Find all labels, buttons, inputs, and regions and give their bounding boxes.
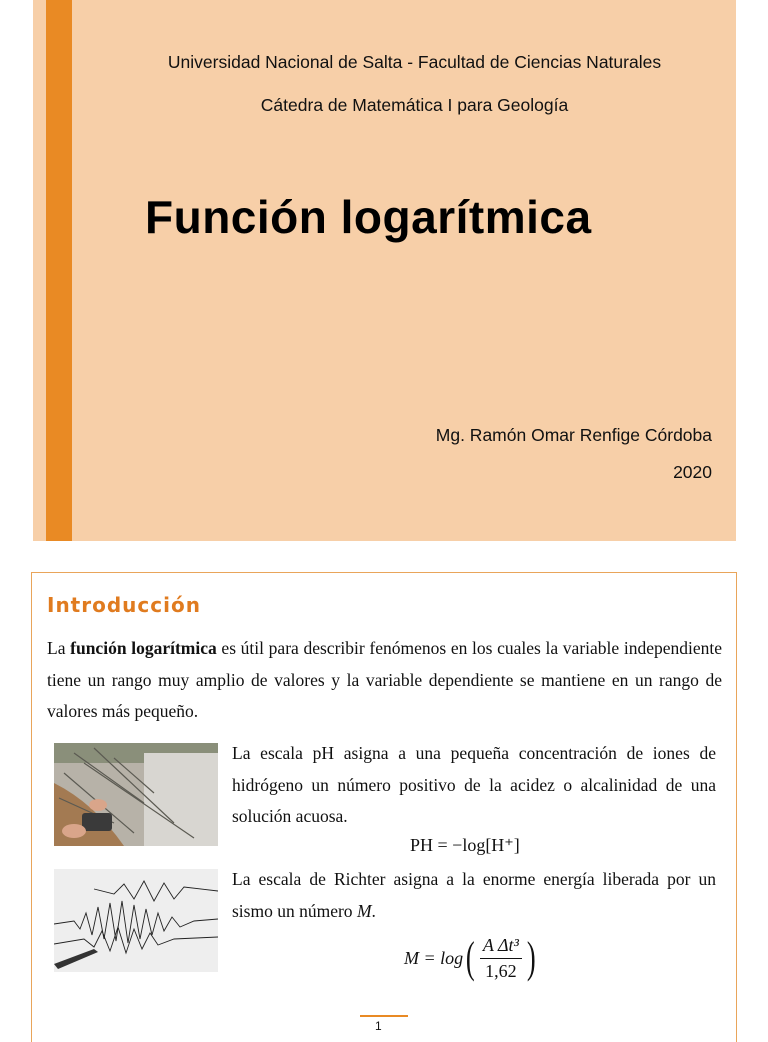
section-heading: Introducción <box>47 593 201 617</box>
ph-measurement-photo <box>54 743 218 846</box>
document-page <box>31 572 737 1042</box>
document-title: Función logarítmica <box>145 191 592 243</box>
richter-denominator: 1,62 <box>485 960 517 981</box>
intro-text-end: es útil para describir fenómenos en los cuales la variable independiente tiene un rango muy amplio de valores y la variable dependiente se mantiene en un rango de valores más pequeño. <box>47 638 722 721</box>
richter-formula <box>404 928 539 988</box>
page-number: 1 <box>375 1019 382 1033</box>
ph-paragraph: La escala pH asigna a una pequeña concentración de iones de hidrógeno un número positivo de la acidez o alcalinidad de una solución acuosa. <box>232 743 716 826</box>
richter-variable: M <box>356 900 372 921</box>
ph-formula: PH = −log[H⁺] <box>410 835 520 855</box>
intro-bold-term: función logarítmica <box>70 638 217 658</box>
richter-text-start: La escala de Richter asigna a la enorme energía liberada por un sismo un número <box>232 869 716 921</box>
year: 2020 <box>673 462 712 482</box>
author-name: Mg. Ramón Omar Renfige Córdoba <box>435 425 712 445</box>
cover-accent-bar <box>46 0 72 541</box>
left-paren: ( <box>466 933 475 982</box>
richter-text-end: . <box>371 900 376 921</box>
right-paren: ) <box>526 933 536 982</box>
richter-numerator: A Δt³ <box>480 935 522 959</box>
intro-paragraph <box>47 633 722 728</box>
richter-paragraph <box>232 864 716 927</box>
seismograph-photo <box>54 869 218 972</box>
intro-text-start: La <box>47 638 71 658</box>
richter-fraction <box>480 935 522 982</box>
course-name: Cátedra de Matemática I para Geología <box>260 95 569 115</box>
richter-formula-lhs: M = log <box>404 947 464 968</box>
footer-divider <box>360 1015 408 1017</box>
cover-slide <box>33 0 736 541</box>
university-name: Universidad Nacional de Salta - Facultad de Ciencias Naturales <box>167 52 662 72</box>
